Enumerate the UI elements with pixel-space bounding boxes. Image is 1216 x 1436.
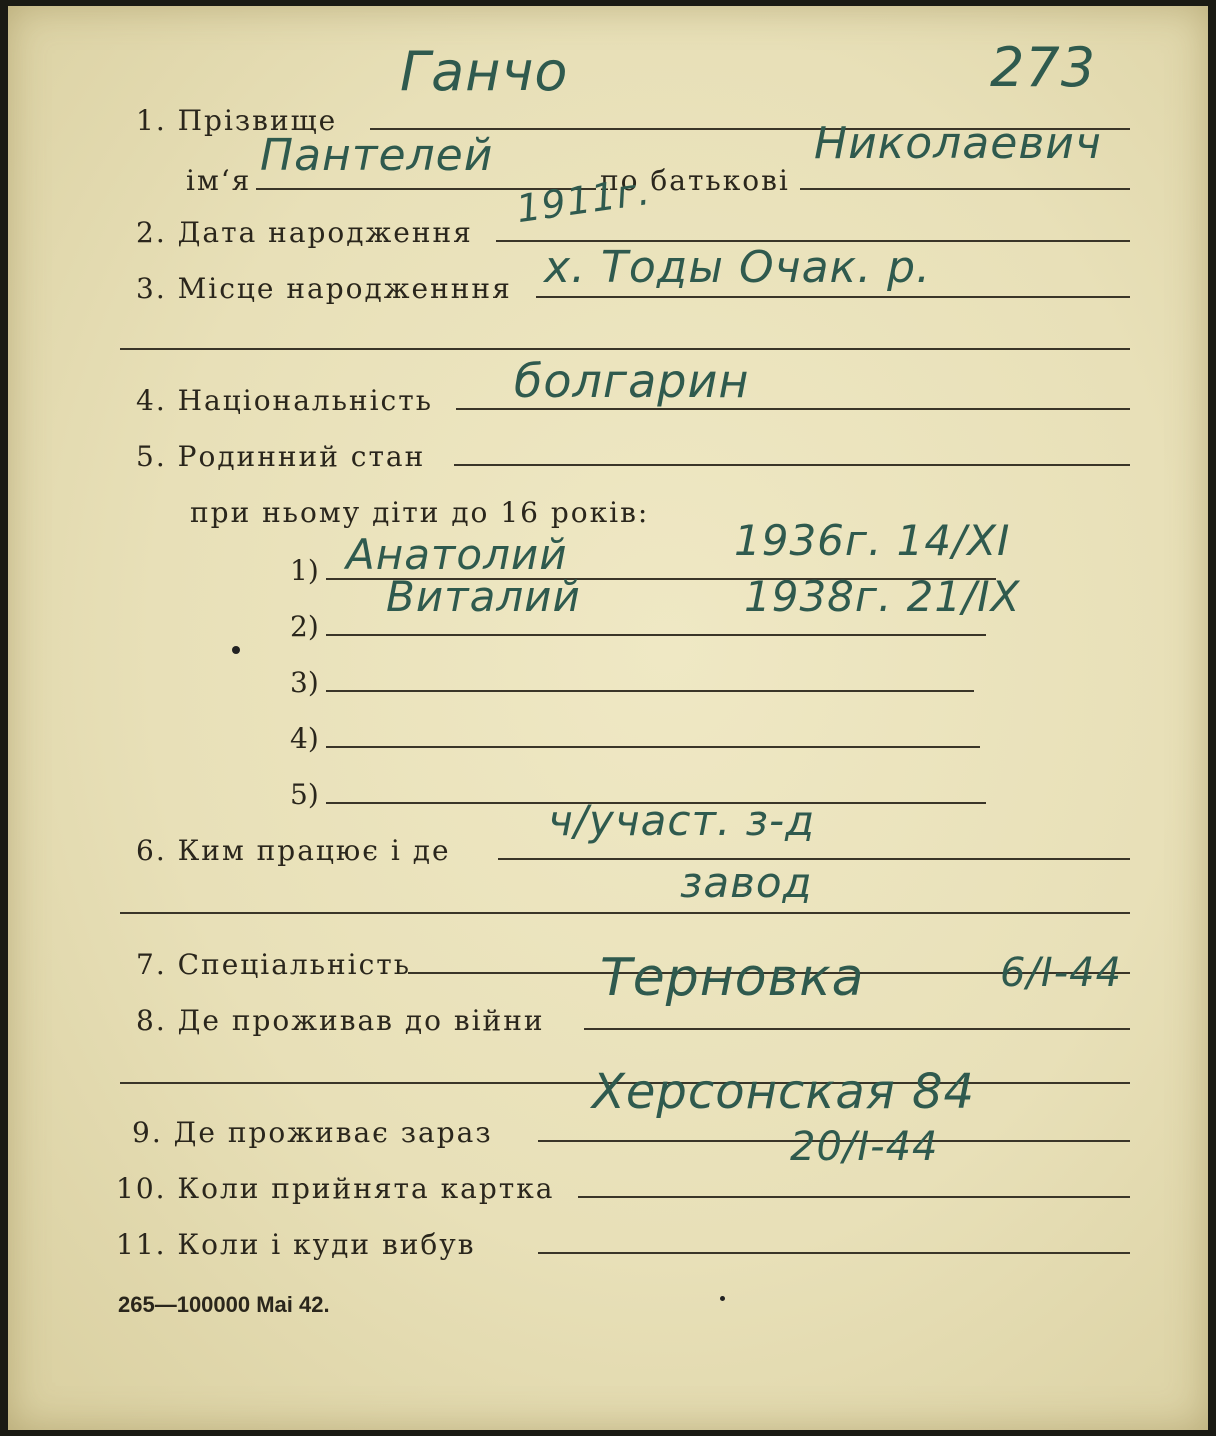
nationality-label: 4. Національність bbox=[136, 384, 433, 417]
hw-child-1-name: Анатолий bbox=[346, 530, 568, 579]
birth-date-label: 2. Дата народження bbox=[136, 216, 473, 249]
child-4-number: 4) bbox=[290, 722, 319, 755]
hw-name: Пантелей bbox=[260, 130, 494, 181]
child-4-line bbox=[326, 746, 980, 748]
prewar-residence-label: 8. Де проживав до війни bbox=[136, 1004, 545, 1037]
print-code: 265—100000 Mai 42. bbox=[118, 1292, 330, 1317]
hw-card-number: 273 bbox=[990, 36, 1097, 99]
hw-child-2-date: 1938г. 21/IX bbox=[744, 572, 1021, 621]
card-accepted-label: 10. Коли прийнята картка bbox=[116, 1172, 555, 1205]
work-label: 6. Ким працює і де bbox=[136, 834, 451, 867]
work-line bbox=[498, 858, 1130, 860]
patronymic-line bbox=[800, 188, 1130, 190]
hw-birth-place: х. Тоды Очак. р. bbox=[544, 242, 932, 293]
card-accepted-line bbox=[578, 1196, 1130, 1198]
child-5-number: 5) bbox=[290, 778, 319, 811]
birth-place-line-2 bbox=[120, 348, 1130, 350]
current-residence-label: 9. Де проживає зараз bbox=[132, 1116, 493, 1149]
birth-place-line bbox=[536, 296, 1130, 298]
hw-work-line-2: завод bbox=[680, 858, 813, 907]
hw-card-date: 20/I-44 bbox=[790, 1124, 939, 1170]
child-3-number: 3) bbox=[290, 666, 319, 699]
hw-child-1-date: 1936г. 14/XI bbox=[734, 516, 1011, 565]
hw-child-2-name: Виталий bbox=[386, 572, 581, 621]
hw-current-residence: Херсонская 84 bbox=[592, 1064, 976, 1120]
hw-nationality: болгарин bbox=[514, 354, 750, 408]
birth-place-label: 3. Місце народженння bbox=[136, 272, 512, 305]
nationality-line bbox=[456, 408, 1130, 410]
departure-label: 11. Коли і куди вибув bbox=[116, 1228, 476, 1261]
hw-work-line-1: ч/участ. з-д bbox=[548, 796, 816, 845]
hw-patronymic: Николаевич bbox=[814, 118, 1102, 169]
child-2-number: 2) bbox=[290, 610, 319, 643]
prewar-residence-line bbox=[584, 1028, 1130, 1030]
departure-line bbox=[538, 1252, 1130, 1254]
specialty-label: 7. Спеціальність bbox=[136, 948, 411, 981]
name-label: ім‘я bbox=[186, 164, 252, 197]
family-status-label: 5. Родинний стан bbox=[136, 440, 426, 473]
child-3-line bbox=[326, 690, 974, 692]
child-2-line bbox=[326, 634, 986, 636]
work-line-2 bbox=[120, 912, 1130, 914]
hw-surname: Ганчо bbox=[400, 40, 569, 103]
surname-label: 1. Прізвище bbox=[136, 104, 338, 137]
children-label: при ньому діти до 16 років: bbox=[190, 496, 650, 529]
ink-spot-2 bbox=[720, 1296, 725, 1301]
family-status-line bbox=[454, 464, 1130, 466]
hw-prewar-date: 6/I-44 bbox=[1000, 950, 1123, 996]
ink-spot bbox=[232, 646, 240, 654]
patronymic-label: по батькові bbox=[600, 164, 790, 197]
child-1-number: 1) bbox=[290, 554, 319, 587]
hw-birth-date: 1911г. bbox=[513, 168, 654, 232]
registration-card bbox=[8, 6, 1208, 1430]
hw-prewar-residence: Терновка bbox=[600, 948, 865, 1008]
